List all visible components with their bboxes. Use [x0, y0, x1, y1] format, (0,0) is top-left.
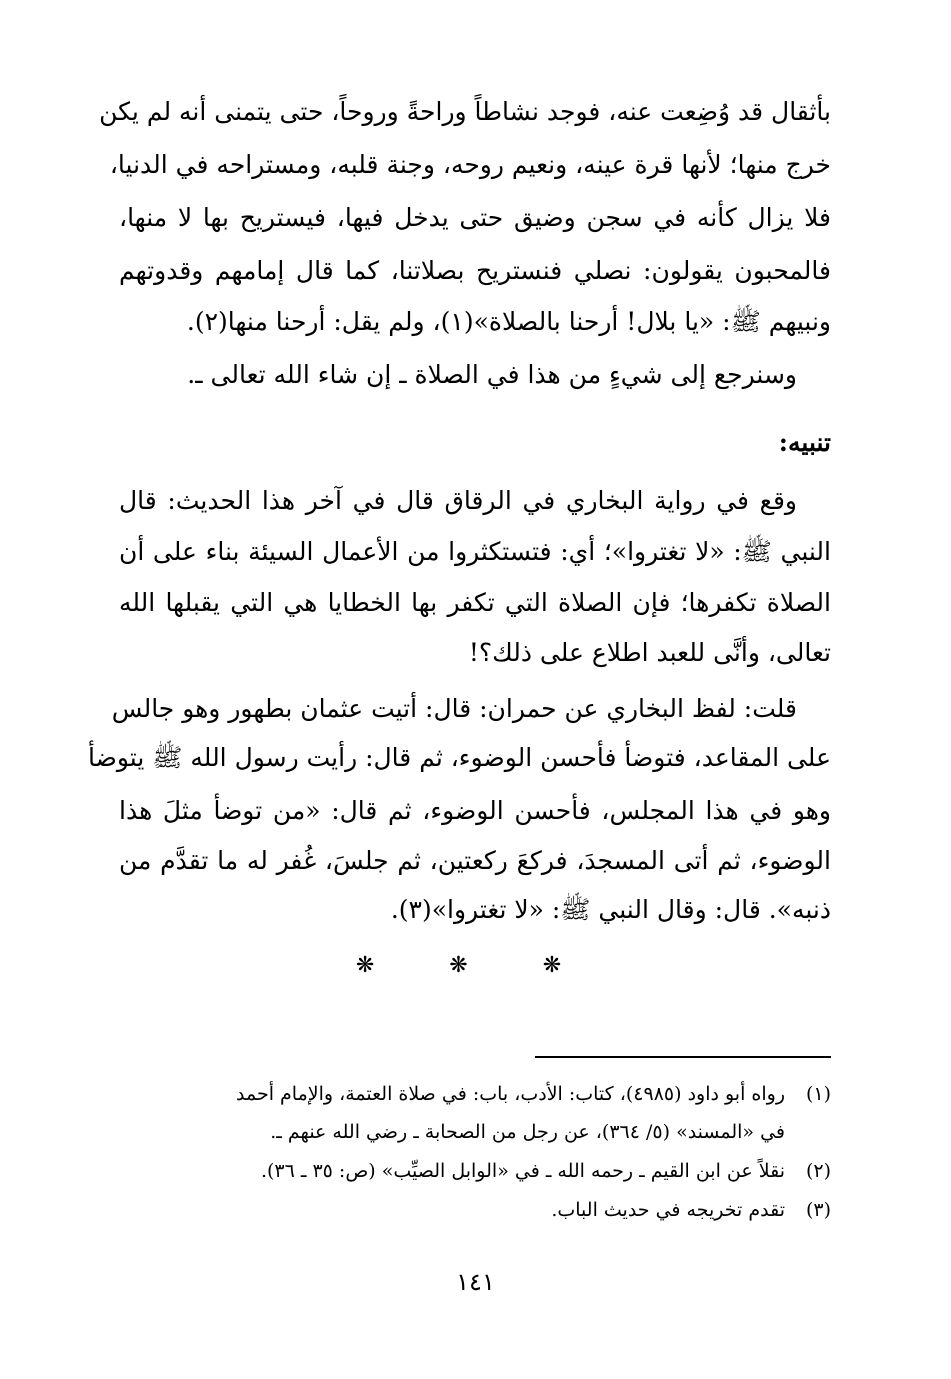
footnote-3	[119, 1191, 831, 1229]
text-line: ذنبه». قال: وقال النبي ﷺ: «لا تغتروا»(٣).	[390, 895, 831, 924]
text-line: خرج منها؛ لأنها قرة عينه، ونعيم روحه، وجنة قلبه، ومستراحه في الدنيا،	[109, 150, 831, 179]
text-line: وهو في هذا المجلس، فأحسن الوضوء، ثم قال: «من توضأ مثلَ هذا	[119, 796, 831, 825]
page-number: ١٤١	[456, 1268, 495, 1296]
text-line: على المقاعد، فتوضأ فأحسن الوضوء، ثم قال: رأيت رسول الله ﷺ يتوضأ	[88, 743, 831, 772]
footnote-1	[119, 1075, 831, 1113]
footnote-2	[119, 1152, 831, 1190]
footnote-number: (٣)	[805, 1199, 831, 1221]
footnote-number: (١)	[805, 1083, 831, 1105]
section-heading: تنبيه:	[778, 428, 831, 457]
footnote-text: تقدم تخريجه في حديث الباب.	[551, 1199, 785, 1221]
text-line: وسنرجع إلى شيءٍ من هذا في الصلاة ـ إن شاء الله تعالى ـ.	[187, 360, 797, 389]
footnote-text: نقلاً عن ابن القيم ـ رحمه الله ـ في «الوابل الصيِّب» (ص: ٣٥ ـ ٣٦).	[260, 1160, 785, 1182]
text-line: قلت: لفظ البخاري عن حمران: قال: أتيت عثمان بطهور وهو جالس	[111, 694, 797, 723]
text-line: ونبيهم ﷺ: «يا بلال! أرحنا بالصلاة»(١)، ولم يقل: أرحنا منها(٢).	[186, 307, 831, 336]
section-divider-stars: ❋ ❋ ❋	[355, 953, 596, 978]
footnote-number: (٢)	[805, 1160, 831, 1182]
text-line: الوضوء، ثم أتى المسجدَ، فركعَ ركعتين، ثم جلسَ، غُفر له ما تقدَّم من	[119, 846, 831, 875]
footnote-text: رواه أبو داود (٤٩٨٥)، كتاب: الأدب، باب: في صلاة العتمة، والإمام أحمد	[236, 1083, 785, 1105]
text-line: الصلاة تكفرها؛ فإن الصلاة التي تكفر بها الخطايا هي التي يقبلها الله	[119, 588, 831, 617]
text-line: بأثقال قد وُضِعت عنه، فوجد نشاطاً وراحةً وروحاً، حتى يتمنى أنه لم يكن	[99, 97, 831, 126]
footnote-separator	[535, 1056, 831, 1058]
footnote-1-continuation: في «المسند» (٥/ ٣٦٤)، عن رجل من الصحابة ـ رضي الله عنهم ـ.	[270, 1121, 785, 1143]
text-line: فالمحبون يقولون: نصلي فنستريح بصلاتنا، كما قال إمامهم وقدوتهم	[119, 256, 831, 285]
text-line: وقع في رواية البخاري في الرقاق قال في آخر هذا الحديث: قال	[119, 486, 798, 515]
text-line: تعالى، وأنَّى للعبد اطلاع على ذلك؟!	[468, 638, 831, 667]
text-line: النبي ﷺ: «لا تغتروا»؛ أي: فتستكثروا من الأعمال السيئة بناء على أن	[119, 537, 831, 566]
text-line: فلا يزال كأنه في سجن وضيق حتى يدخل فيها، فيستريح بها لا منها،	[119, 203, 831, 232]
